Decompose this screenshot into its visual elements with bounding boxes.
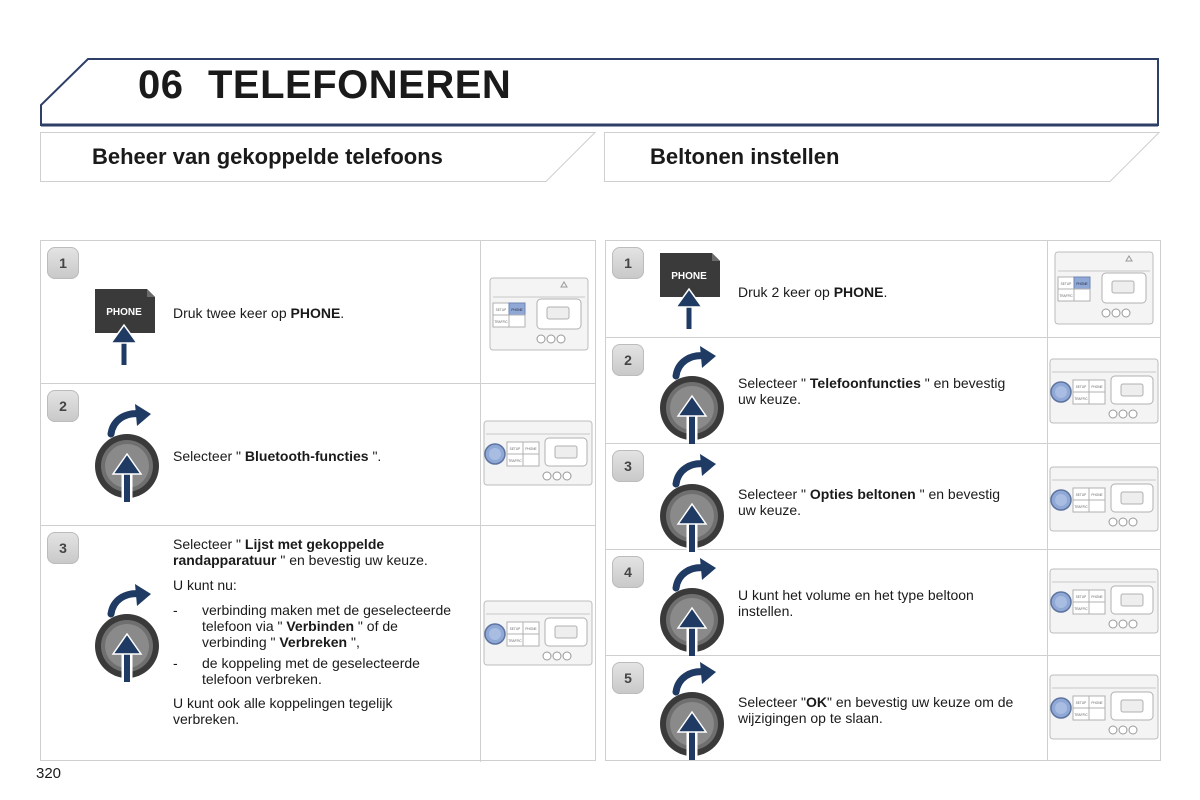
svg-text:SETUP: SETUP: [1075, 493, 1087, 497]
svg-text:PHONE: PHONE: [525, 627, 537, 631]
panel-thumbnail-knob: [483, 420, 593, 491]
step-number-badge: 2: [612, 344, 644, 376]
svg-text:PHONE: PHONE: [1076, 282, 1088, 286]
svg-text:PHONE: PHONE: [1091, 701, 1103, 705]
svg-text:TRAFFIC: TRAFFIC: [1074, 397, 1088, 401]
chapter-title: TELEFONEREN: [208, 63, 512, 107]
panel-thumbnail-phone: [489, 277, 589, 356]
page-number: 320: [36, 765, 62, 782]
options-intro: U kunt nu:: [173, 577, 237, 593]
step-text: Selecteer "OK" en bevestig uw keuze om de wijzigingen op te slaan.: [738, 694, 1014, 726]
step-number-badge: 5: [612, 662, 644, 694]
panel-thumbnail-knob: [1049, 466, 1159, 537]
svg-text:PHONE: PHONE: [1091, 385, 1103, 389]
step-number-badge: 3: [47, 532, 79, 564]
panel-thumbnail-cell: [1047, 338, 1160, 443]
rotary-knob-icon: [91, 582, 163, 687]
section-title-left: Beheer van gekoppelde telefoons: [92, 144, 443, 169]
phone-key-label: PHONE: [671, 271, 707, 282]
svg-text:SETUP: SETUP: [1075, 385, 1087, 389]
svg-text:TRAFFIC: TRAFFIC: [1074, 607, 1088, 611]
svg-text:TRAFFIC: TRAFFIC: [1074, 505, 1088, 509]
svg-text:SETUP: SETUP: [509, 447, 521, 451]
svg-text:TRAFFIC: TRAFFIC: [494, 320, 508, 324]
step-text: Druk twee keer op PHONE.: [173, 305, 345, 321]
options-outro: U kunt ook alle koppelingen tegelijk verbreken.: [173, 695, 393, 727]
options-list: [173, 602, 455, 687]
step-number-badge: 1: [612, 247, 644, 279]
svg-text:PHONE: PHONE: [1091, 493, 1103, 497]
step-row-2: [606, 338, 1160, 444]
panel-thumbnail-knob: [1049, 358, 1159, 429]
svg-text:PHONE: PHONE: [511, 308, 523, 312]
step-text: [173, 536, 455, 736]
step-row-1: [606, 241, 1160, 338]
phone-key-label: PHONE: [106, 307, 142, 318]
panel-thumbnail-cell: [480, 241, 595, 383]
step-row-2: [41, 384, 595, 526]
step-number-badge: 4: [612, 556, 644, 588]
panel-thumbnail-cell: [1047, 241, 1160, 337]
rotary-knob-icon: [656, 344, 728, 449]
panel-thumbnail-cell: [1047, 656, 1160, 760]
step-text: Selecteer " Bluetooth-functies ".: [173, 448, 382, 464]
svg-text:PHONE: PHONE: [525, 447, 537, 451]
step-text: U kunt het volume en het type beltoon instellen.: [738, 587, 974, 619]
svg-text:PHONE: PHONE: [1091, 595, 1103, 599]
svg-text:SETUP: SETUP: [495, 308, 507, 312]
svg-text:SETUP: SETUP: [1075, 595, 1087, 599]
panel-thumbnail-phone: [1054, 251, 1154, 330]
step-number-badge: 1: [47, 247, 79, 279]
step-text: Selecteer " Telefoonfuncties " en bevestig uw keuze.: [738, 375, 1006, 407]
svg-text:TRAFFIC: TRAFFIC: [508, 459, 522, 463]
rotary-knob-icon: [656, 660, 728, 765]
step-number-badge: 3: [612, 450, 644, 482]
section-header-right: [604, 132, 1160, 182]
step-row-5: [606, 656, 1160, 760]
panel-thumbnail-knob: [483, 600, 593, 671]
step-number-badge: 2: [47, 390, 79, 422]
phone-key-icon: [93, 287, 157, 372]
panel-thumbnail-cell: [480, 384, 595, 525]
svg-text:SETUP: SETUP: [1075, 701, 1087, 705]
list-item: - verbinding maken met de geselecteerde telefoon via " Verbinden " of de verbinding " Verbreken ",: [173, 602, 455, 650]
panel-thumbnail-knob: [1049, 568, 1159, 639]
steps-table-right: [605, 240, 1161, 761]
phone-key-icon: [658, 251, 722, 336]
list-item: - de koppeling met de geselecteerde telefoon verbreken.: [173, 655, 455, 687]
chapter-number: 06: [138, 63, 184, 107]
svg-text:TRAFFIC: TRAFFIC: [1074, 713, 1088, 717]
panel-thumbnail-cell: [1047, 444, 1160, 549]
section-header-left: [40, 132, 596, 182]
rotary-knob-icon: [656, 452, 728, 557]
rotary-knob-icon: [91, 402, 163, 507]
rotary-knob-icon: [656, 556, 728, 661]
svg-text:TRAFFIC: TRAFFIC: [508, 639, 522, 643]
svg-text:SETUP: SETUP: [509, 627, 521, 631]
step-text: Selecteer " Opties beltonen " en bevestig uw keuze.: [738, 486, 1001, 518]
panel-thumbnail-cell: [480, 526, 595, 762]
panel-thumbnail-knob: [1049, 674, 1159, 745]
section-title-right: Beltonen instellen: [650, 144, 840, 169]
step-text: Druk 2 keer op PHONE.: [738, 284, 888, 300]
step-row-3: [41, 526, 595, 762]
step-row-4: [606, 550, 1160, 656]
svg-text:SETUP: SETUP: [1060, 282, 1072, 286]
step-row-3: [606, 444, 1160, 550]
chapter-banner: [40, 57, 1160, 127]
step-instruction: Selecteer " Lijst met gekoppelde randapparatuur " en bevestig uw keuze.: [173, 536, 428, 568]
panel-thumbnail-cell: [1047, 550, 1160, 655]
steps-table-left: [40, 240, 596, 761]
step-row-1: [41, 241, 595, 384]
svg-text:TRAFFIC: TRAFFIC: [1059, 294, 1073, 298]
